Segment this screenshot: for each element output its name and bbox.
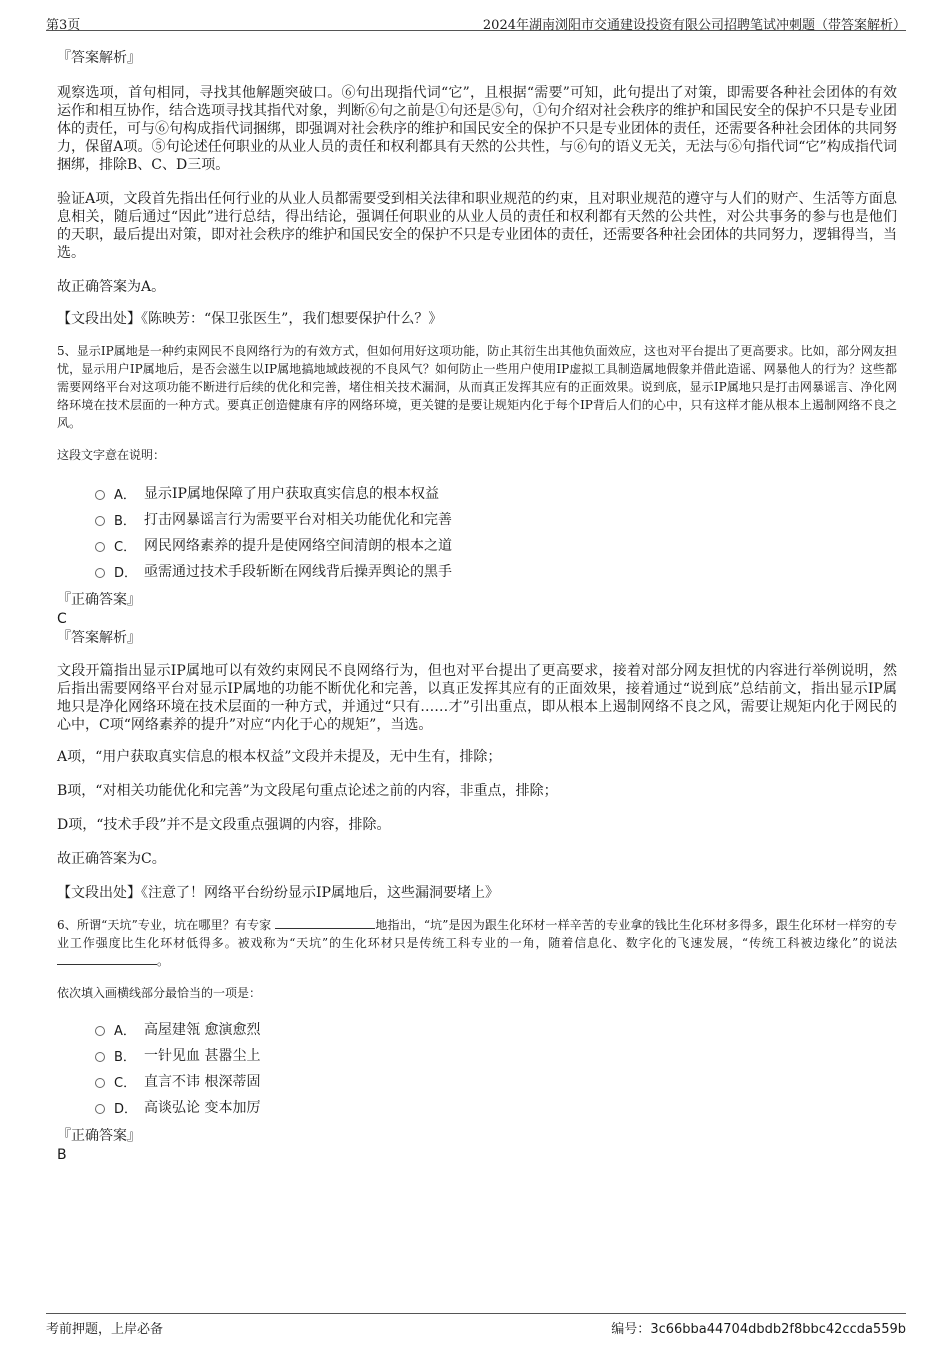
- page-footer: [46, 1313, 906, 1336]
- radio-icon[interactable]: [95, 490, 105, 500]
- option-d[interactable]: D． 高谈弘论 变本加厉: [95, 1094, 897, 1120]
- footer-slogan: 考前押题，上岸必备: [46, 1322, 164, 1337]
- question-stem: 5、显示IP属地是一种约束网民不良网络行为的有效方式，但如何用好这项功能，防止其衍生出其他负面效应，这也对平台提出了更高要求。比如，部分网友担忧，显示用户IP属地后，是否会滋生以IP属地搞地域歧视的不良风气？如何防止一些用户使用IP虚拟工具制造属地假象并借此造谣、网暴他人的行为？这些都需要网络平台对这项功能不断进行后续的优化和完善，堵住相关技术漏洞，从而真正发挥其应有的正面效果。说到底，显示IP属地只是打击网暴谣言、净化网络环境在技术层面的一种方式。要真正创造健康有序的网络环境，更关键的是要让规矩内化于每个IP背后人们的心中，只有这样才能从根本上遏制网络不良之风。: [57, 344, 897, 430]
- fill-blank: [275, 916, 375, 929]
- radio-icon[interactable]: [95, 542, 105, 552]
- radio-icon[interactable]: [95, 516, 105, 526]
- correct-answer: C: [57, 611, 67, 627]
- analysis-paragraph: D项，“技术手段”并不是文段重点强调的内容，排除。: [57, 817, 391, 833]
- option-b[interactable]: B． 一针见血 甚嚣尘上: [95, 1042, 897, 1068]
- options-list: [57, 1016, 897, 1120]
- question-prompt: 依次填入画横线部分最恰当的一项是：: [57, 986, 262, 1000]
- correct-answer-label: 『正确答案』: [57, 592, 141, 608]
- answer-analysis-label: 『答案解析』: [57, 50, 141, 66]
- option-b[interactable]: B． 打击网暴谣言行为需要平台对相关功能优化和完善: [95, 506, 897, 532]
- option-d[interactable]: D． 亟需通过技术手段斩断在网线背后操弄舆论的黑手: [95, 558, 897, 584]
- option-c[interactable]: C． 网民网络素养的提升是使网络空间清朗的根本之道: [95, 532, 897, 558]
- radio-icon[interactable]: [95, 1052, 105, 1062]
- question-stem: 6、所谓“天坑”专业，坑在哪里？有专家 地指出，“坑”是因为跟生化环材一样辛苦的专业拿的钱比生化环材多得多，跟生化环材一样穷的专业工作强度比生化环材低得多。被戏称为“天坑”的生化环材只是传统工科专业的一角，随着信息化、数字化的飞速发展，“传统工科被边缘化”的说法 。: [57, 918, 897, 968]
- question-prompt: 这段文字意在说明：: [57, 448, 166, 462]
- analysis-paragraph: A项，“用户获取真实信息的根本权益”文段并未提及，无中生有，排除；: [57, 749, 502, 765]
- answer-analysis-label: 『答案解析』: [57, 630, 141, 646]
- source-citation: 【文段出处】《陈映芳：“保卫张医生”，我们想要保护什么？》: [57, 311, 443, 327]
- options-list: [57, 480, 897, 584]
- radio-icon[interactable]: [95, 1078, 105, 1088]
- page-number: 第3页: [46, 18, 81, 33]
- radio-icon[interactable]: [95, 1104, 105, 1114]
- source-citation: 【文段出处】《注意了！网络平台纷纷显示IP属地后，这些漏洞要堵上》: [57, 885, 499, 901]
- document-title: 2024年湖南浏阳市交通建设投资有限公司招聘笔试冲刺题（带答案解析）: [482, 18, 906, 33]
- correct-answer: B: [57, 1147, 67, 1163]
- page-content: [57, 44, 897, 1164]
- analysis-paragraph: 验证A项，文段首先指出任何行业的从业人员都需要受到相关法律和职业规范的约束，且对职业规范的遵守与人们的财产、生活等方面息息相关，随后通过“因此”进行总结，得出结论，强调任何职业的从业人员的责任和权利都有天然的公共性，对公共事务的参与也是他们的天职，最后提出对策，即对社会秩序的维护和国民安全的保护不只是专业团体的责任，还需要各种社会团体的共同努力，逻辑得当，当选。: [57, 191, 897, 261]
- radio-icon[interactable]: [95, 568, 105, 578]
- option-a[interactable]: A． 高屋建瓴 愈演愈烈: [95, 1016, 897, 1042]
- correct-answer-label: 『正确答案』: [57, 1128, 141, 1144]
- radio-icon[interactable]: [95, 1026, 105, 1036]
- page-header: [46, 10, 906, 31]
- analysis-paragraph: B项，“对相关功能优化和完善”为文段尾句重点论述之前的内容，非重点，排除；: [57, 783, 558, 799]
- fill-blank: [57, 952, 157, 965]
- conclusion: 故正确答案为A。: [57, 279, 166, 295]
- conclusion: 故正确答案为C。: [57, 851, 166, 867]
- analysis-paragraph: 观察选项，首句相同，寻找其他解题突破口。⑥句出现指代词“它”，且根据“需要”可知，此句提出了对策，即需要各种社会团体的有效运作和相互协作，结合选项寻找其指代对象，判断⑥句之前是①句还是⑤句，①句介绍对社会秩序的维护和国民安全的保护不只是专业团体的责任，可与⑥句构成指代词捆绑，即强调对社会秩序的维护和国民安全的保护不只是专业团体的责任，还需要各种社会团体的共同努力，保留A项。⑤句论述任何职业的从业人员的责任和权利都具有天然的公共性，与⑥句的语义无关，无法与⑥句指代词“它”构成指代词捆绑，排除B、C、D三项。: [57, 85, 897, 173]
- analysis-paragraph: 文段开篇指出显示IP属地可以有效约束网民不良网络行为，但也对平台提出了更高要求，接着对部分网友担忧的内容进行举例说明，然后指出需要网络平台对显示IP属地的功能不断优化和完善，以真正发挥其应有的正面效果，接着通过“说到底”总结前文，指出显示IP属地只是净化网络环境在技术层面的一种方式，并通过“只有……才”引出重点，即从根本上遏制网络不良之风，需要让规矩内化于网民的心中，C项“网络素养的提升”对应“内化于心的规矩”，当选。: [57, 663, 897, 733]
- document-code: 编号：3c66bba44704dbdb2f8bbc42ccda559b: [611, 1322, 906, 1337]
- option-a[interactable]: A． 显示IP属地保障了用户获取真实信息的根本权益: [95, 480, 897, 506]
- option-c[interactable]: C． 直言不讳 根深蒂固: [95, 1068, 897, 1094]
